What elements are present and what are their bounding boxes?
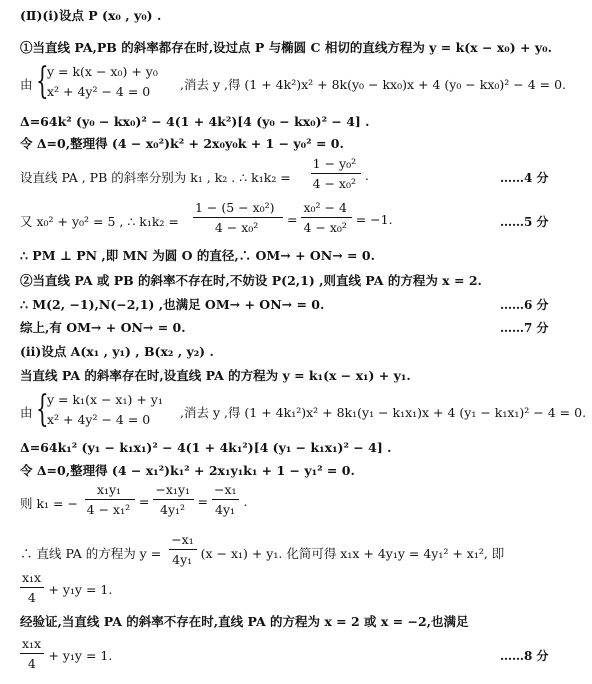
fraction-bar bbox=[311, 173, 361, 174]
conclusion-line: 综上,有 OM→ + ON→ = 0. bbox=[20, 320, 186, 335]
fraction-numerator: −x₁ bbox=[171, 532, 194, 547]
fraction-bar bbox=[153, 499, 193, 500]
brace: { bbox=[36, 389, 49, 430]
fraction-bar bbox=[169, 549, 196, 550]
fraction-bar bbox=[20, 653, 44, 654]
system-lead: 由 bbox=[20, 405, 33, 420]
quadratic-line-2: 令 Δ=0,整理得 (4 − x₁²)k₁² + 2x₁y₁k₁ + 1 − y₁² = 0. bbox=[20, 463, 355, 478]
system-tail: ,消去 y ,得 (1 + 4k²)x² + 8k(y₀ − kx₀)x + 4 (y₀ − kx₀)² − 4 = 0. bbox=[180, 77, 566, 92]
tangent-line-setup: 当直线 PA 的斜率存在时,设直线 PA 的方程为 y = k₁(x − x₁) + y₁. bbox=[20, 368, 411, 383]
math-text: + y₁y = 1. bbox=[48, 648, 113, 663]
case2-points: ∴ M(2, −1),N(−2,1) ,也满足 OM→ + ON→ = 0. bbox=[20, 297, 325, 312]
part-header: (Ⅱ)(i)设点 P (x₀ , y₀) . bbox=[20, 8, 162, 23]
points-6: ……6 分 bbox=[500, 298, 549, 312]
perpendicular-line: ∴ PM ⊥ PN ,即 MN 为圆 O 的直径,∴ OM→ + ON→ = 0. bbox=[20, 248, 375, 263]
fraction-numerator: 1 − y₀² bbox=[312, 156, 357, 171]
points-7: ……7 分 bbox=[500, 321, 549, 335]
fraction-denominator: 4 − x₀² bbox=[312, 176, 357, 191]
quadratic-line: 令 Δ=0,整理得 (4 − x₀²)k² + 2x₀y₀k + 1 − y₀² = 0. bbox=[20, 136, 344, 151]
fraction-numerator: x₁x bbox=[22, 570, 42, 585]
fraction-bar bbox=[20, 587, 44, 588]
verification-line: 经验证,当直线 PA 的斜率不存在时,直线 PA 的方程为 x = 2 或 x = −2,也满足 bbox=[20, 614, 469, 629]
math-text: + y₁y = 1. bbox=[48, 582, 113, 597]
math-text: = bbox=[197, 494, 209, 509]
fraction-denominator: 4y₁ bbox=[215, 502, 236, 517]
case2-setup: ②当直线 PA 或 PB 的斜率不存在时,不妨设 P(2,1) ,则直线 PA 的方程为 x = 2. bbox=[20, 273, 482, 288]
math-text: 则 k₁ = − bbox=[20, 496, 78, 511]
math-text: (x − x₁) + y₁. 化简可得 x₁x + 4y₁y = 4y₁² + x₁², 即 bbox=[200, 546, 505, 561]
points-8: ……8 分 bbox=[500, 649, 549, 663]
fraction-denominator: 4 − x₁² bbox=[86, 502, 131, 517]
case1-setup: ①当直线 PA,PB 的斜率都存在时,设过点 P 与椭圆 C 相切的直线方程为 y = k(x − x₀) + y₀. bbox=[20, 40, 552, 55]
fraction-denominator: 4 bbox=[27, 590, 36, 605]
fraction-denominator: 4y₁² bbox=[160, 502, 186, 517]
system-eq-1: y = k₁(x − x₁) + y₁ bbox=[47, 392, 163, 407]
system-tail: ,消去 y ,得 (1 + 4k₁²)x² + 8k₁(y₁ − k₁x₁)x + 4 (y₁ − k₁x₁)² − 4 = 0. bbox=[180, 405, 587, 420]
math-text: ∴ 直线 PA 的方程为 y = bbox=[20, 546, 162, 561]
fraction-bar bbox=[193, 217, 283, 218]
fraction-denominator: 4 bbox=[27, 656, 36, 671]
fraction-numerator: −x₁y₁ bbox=[155, 482, 191, 497]
part-ii-setup: (ii)设点 A(x₁ , y₁) , B(x₂ , y₂) . bbox=[20, 344, 214, 359]
math-text: . bbox=[364, 168, 369, 183]
math-text: 又 x₀² + y₀² = 5 , ∴ k₁k₂ = bbox=[20, 214, 179, 229]
fraction-denominator: 4 − x₀² bbox=[303, 220, 347, 235]
points-5: ……5 分 bbox=[500, 215, 549, 229]
system-eq-1: y = k(x − x₀) + y₀ bbox=[47, 64, 158, 79]
math-text: 设直线 PA , PB 的斜率分别为 k₁ , k₂ . ∴ k₁k₂ = bbox=[20, 170, 291, 185]
system-lead: 由 bbox=[20, 77, 33, 92]
discriminant-line: Δ=64k² (y₀ − kx₀)² − 4(1 + 4k²)[4 (y₀ − kx₀)² − 4] . bbox=[20, 114, 370, 129]
fraction-numerator: x₁x bbox=[22, 636, 42, 651]
math-text: = bbox=[138, 494, 150, 509]
system-eq-2: x² + 4y² − 4 = 0 bbox=[47, 84, 151, 99]
discriminant-line-2: Δ=64k₁² (y₁ − k₁x₁)² − 4(1 + 4k₁²)[4 (y₁ − k₁x₁)² − 4] . bbox=[20, 440, 392, 455]
fraction-numerator: x₁y₁ bbox=[96, 482, 122, 497]
fraction-denominator: 4 − x₀² bbox=[214, 220, 259, 235]
fraction-bar bbox=[85, 499, 135, 500]
fraction-bar bbox=[212, 499, 239, 500]
points-4: ……4 分 bbox=[500, 171, 549, 185]
system-eq-2: x² + 4y² − 4 = 0 bbox=[47, 412, 151, 427]
fraction-numerator: −x₁ bbox=[214, 482, 237, 497]
fraction-denominator: 4y₁ bbox=[172, 552, 193, 567]
fraction-bar bbox=[301, 217, 351, 218]
fraction-numerator: 1 − (5 − x₀²) bbox=[194, 200, 275, 215]
fraction-numerator: x₀² − 4 bbox=[303, 200, 347, 215]
math-text: = bbox=[286, 212, 298, 227]
math-text: . bbox=[243, 494, 248, 509]
brace: { bbox=[36, 61, 49, 102]
math-text: = −1. bbox=[355, 212, 393, 227]
